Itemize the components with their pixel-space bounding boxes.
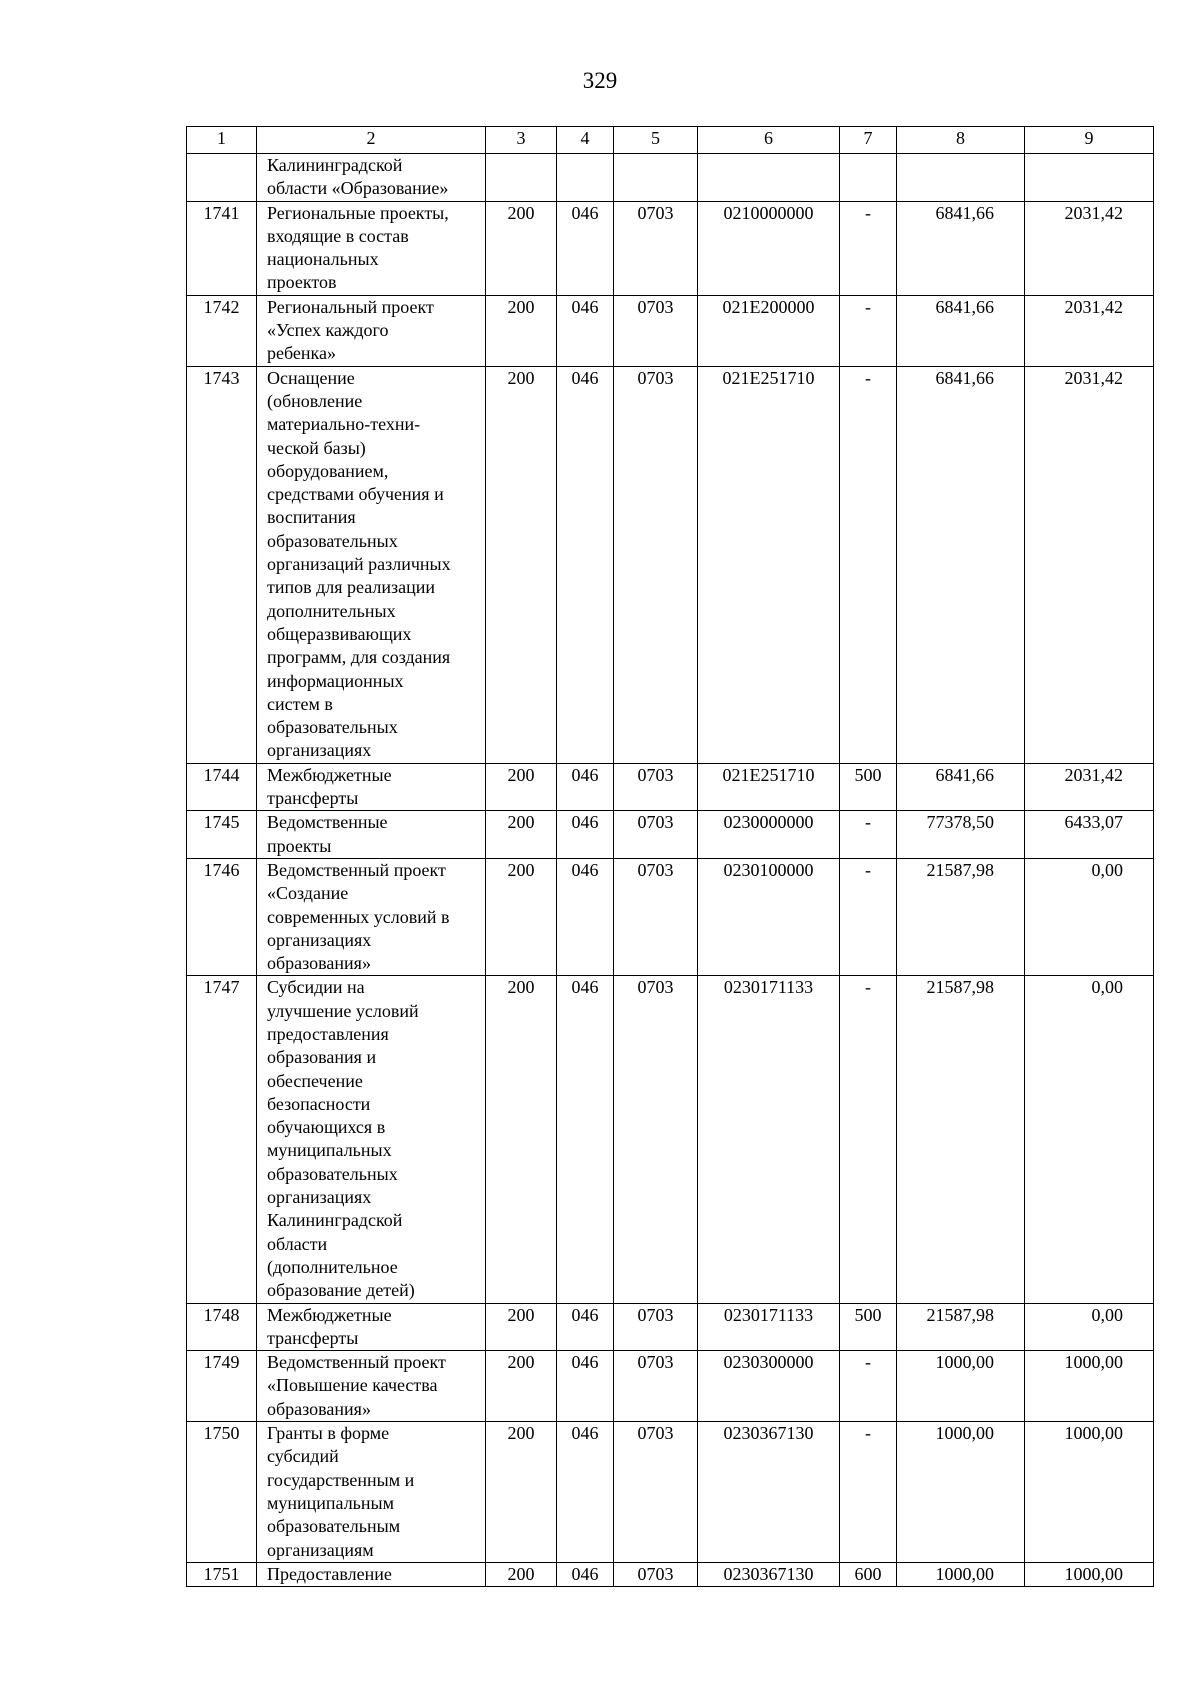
row-name-cell: Региональные проекты, входящие в состав национальных проектов <box>257 201 486 295</box>
table-body <box>187 127 1154 1587</box>
code-cell: 021E251710 <box>698 763 840 811</box>
code-cell: 0230171133 <box>698 976 840 1303</box>
amount-cell: 21587,98 <box>897 858 1025 975</box>
row-name-cell: Калининградской области «Образование» <box>257 154 486 202</box>
code-cell: 021E200000 <box>698 295 840 366</box>
code-cell: 0210000000 <box>698 201 840 295</box>
code-cell <box>840 154 897 202</box>
code-cell <box>486 154 557 202</box>
code-cell: 0230000000 <box>698 811 840 859</box>
amount-cell: 77378,50 <box>897 811 1025 859</box>
table-row <box>187 976 1154 1303</box>
amount-cell: 6841,66 <box>897 763 1025 811</box>
code-cell: 0230100000 <box>698 858 840 975</box>
code-cell: 0703 <box>614 976 698 1303</box>
row-name-cell: Ведомственный проект «Создание современных условий в организациях образования» <box>257 858 486 975</box>
table-header-row <box>187 127 1154 154</box>
code-cell: - <box>840 858 897 975</box>
row-number-cell: 1747 <box>187 976 257 1303</box>
row-number-cell: 1748 <box>187 1303 257 1351</box>
header-cell: 5 <box>614 127 698 154</box>
code-cell: 046 <box>557 1562 614 1586</box>
amount-cell: 1000,00 <box>897 1351 1025 1422</box>
row-name-cell: Ведомственный проект «Повышение качества образования» <box>257 1351 486 1422</box>
row-name-cell: Межбюджетные трансферты <box>257 763 486 811</box>
code-cell: 046 <box>557 366 614 763</box>
code-cell: 0703 <box>614 1351 698 1422</box>
page-number: 329 <box>582 68 618 93</box>
amount-cell: 2031,42 <box>1025 201 1154 295</box>
amount-cell: 0,00 <box>1025 858 1154 975</box>
code-cell: 0230367130 <box>698 1422 840 1563</box>
amount-cell: 1000,00 <box>1025 1562 1154 1586</box>
header-cell: 2 <box>257 127 486 154</box>
row-name-cell: Предоставление <box>257 1562 486 1586</box>
row-number-cell: 1743 <box>187 366 257 763</box>
code-cell: 0703 <box>614 366 698 763</box>
header-cell: 8 <box>897 127 1025 154</box>
code-cell: 0230367130 <box>698 1562 840 1586</box>
code-cell: 046 <box>557 1351 614 1422</box>
code-cell <box>557 154 614 202</box>
amount-cell: 1000,00 <box>897 1422 1025 1563</box>
code-cell: 0703 <box>614 811 698 859</box>
table-row <box>187 154 1154 202</box>
table-row <box>187 811 1154 859</box>
code-cell: 046 <box>557 811 614 859</box>
header-cell: 3 <box>486 127 557 154</box>
code-cell <box>614 154 698 202</box>
amount-cell: 2031,42 <box>1025 763 1154 811</box>
amount-cell: 6433,07 <box>1025 811 1154 859</box>
table-row <box>187 1562 1154 1586</box>
code-cell: 200 <box>486 366 557 763</box>
code-cell: 0230300000 <box>698 1351 840 1422</box>
code-cell: - <box>840 295 897 366</box>
amount-cell <box>1025 154 1154 202</box>
budget-table <box>186 126 1154 1587</box>
amount-cell: 1000,00 <box>1025 1422 1154 1563</box>
code-cell: 046 <box>557 295 614 366</box>
row-number-cell: 1741 <box>187 201 257 295</box>
table-row <box>187 858 1154 975</box>
amount-cell: 0,00 <box>1025 1303 1154 1351</box>
table-row <box>187 1303 1154 1351</box>
code-cell: 021E251710 <box>698 366 840 763</box>
amount-cell: 1000,00 <box>1025 1351 1154 1422</box>
row-number-cell <box>187 154 257 202</box>
row-name-cell: Ведомственные проекты <box>257 811 486 859</box>
row-number-cell: 1749 <box>187 1351 257 1422</box>
code-cell: 0703 <box>614 858 698 975</box>
table-row <box>187 1422 1154 1563</box>
code-cell: 0703 <box>614 1422 698 1563</box>
code-cell: 500 <box>840 1303 897 1351</box>
amount-cell <box>897 154 1025 202</box>
code-cell: 200 <box>486 1562 557 1586</box>
row-number-cell: 1742 <box>187 295 257 366</box>
code-cell: 200 <box>486 976 557 1303</box>
table-row <box>187 366 1154 763</box>
table-row <box>187 1351 1154 1422</box>
code-cell: 0703 <box>614 295 698 366</box>
code-cell: 200 <box>486 1303 557 1351</box>
header-cell: 6 <box>698 127 840 154</box>
code-cell: - <box>840 811 897 859</box>
row-name-cell: Оснащение (обновление материально-техни- ческой базы) оборудованием, средствами обучения и воспитания образовательных организаций различных типов для реализации дополнительных общеразвивающих программ, для создания информационных систем в образовательных организациях <box>257 366 486 763</box>
code-cell: 0703 <box>614 763 698 811</box>
code-cell: 200 <box>486 763 557 811</box>
row-name-cell: Межбюджетные трансферты <box>257 1303 486 1351</box>
table-row <box>187 763 1154 811</box>
code-cell: 200 <box>486 858 557 975</box>
code-cell: 200 <box>486 295 557 366</box>
amount-cell: 21587,98 <box>897 1303 1025 1351</box>
row-number-cell: 1751 <box>187 1562 257 1586</box>
code-cell: 046 <box>557 976 614 1303</box>
code-cell: - <box>840 1351 897 1422</box>
code-cell: 046 <box>557 858 614 975</box>
amount-cell: 0,00 <box>1025 976 1154 1303</box>
code-cell: - <box>840 1422 897 1563</box>
code-cell: - <box>840 976 897 1303</box>
table-row <box>187 201 1154 295</box>
row-name-cell: Субсидии на улучшение условий предоставления образования и обеспечение безопасности обучающихся в муниципальных образовательных организациях Калининградской области (дополнительное образование детей) <box>257 976 486 1303</box>
code-cell: 200 <box>486 1422 557 1563</box>
code-cell: 046 <box>557 763 614 811</box>
row-number-cell: 1750 <box>187 1422 257 1563</box>
code-cell: 046 <box>557 201 614 295</box>
amount-cell: 21587,98 <box>897 976 1025 1303</box>
amount-cell: 6841,66 <box>897 295 1025 366</box>
code-cell: 500 <box>840 763 897 811</box>
row-name-cell: Гранты в форме субсидий государственным и муниципальным образовательным организациям <box>257 1422 486 1563</box>
code-cell: 200 <box>486 1351 557 1422</box>
header-cell: 1 <box>187 127 257 154</box>
code-cell: 200 <box>486 201 557 295</box>
code-cell: 200 <box>486 811 557 859</box>
header-cell: 4 <box>557 127 614 154</box>
code-cell: - <box>840 366 897 763</box>
row-number-cell: 1745 <box>187 811 257 859</box>
row-name-cell: Региональный проект «Успех каждого ребенка» <box>257 295 486 366</box>
code-cell: 0703 <box>614 1303 698 1351</box>
row-number-cell: 1744 <box>187 763 257 811</box>
code-cell <box>698 154 840 202</box>
row-number-cell: 1746 <box>187 858 257 975</box>
code-cell: 0230171133 <box>698 1303 840 1351</box>
code-cell: 046 <box>557 1422 614 1563</box>
code-cell: - <box>840 201 897 295</box>
code-cell: 600 <box>840 1562 897 1586</box>
header-cell: 7 <box>840 127 897 154</box>
amount-cell: 2031,42 <box>1025 295 1154 366</box>
amount-cell: 1000,00 <box>897 1562 1025 1586</box>
table-row <box>187 295 1154 366</box>
amount-cell: 6841,66 <box>897 366 1025 763</box>
header-cell: 9 <box>1025 127 1154 154</box>
code-cell: 0703 <box>614 1562 698 1586</box>
code-cell: 0703 <box>614 201 698 295</box>
code-cell: 046 <box>557 1303 614 1351</box>
amount-cell: 2031,42 <box>1025 366 1154 763</box>
amount-cell: 6841,66 <box>897 201 1025 295</box>
